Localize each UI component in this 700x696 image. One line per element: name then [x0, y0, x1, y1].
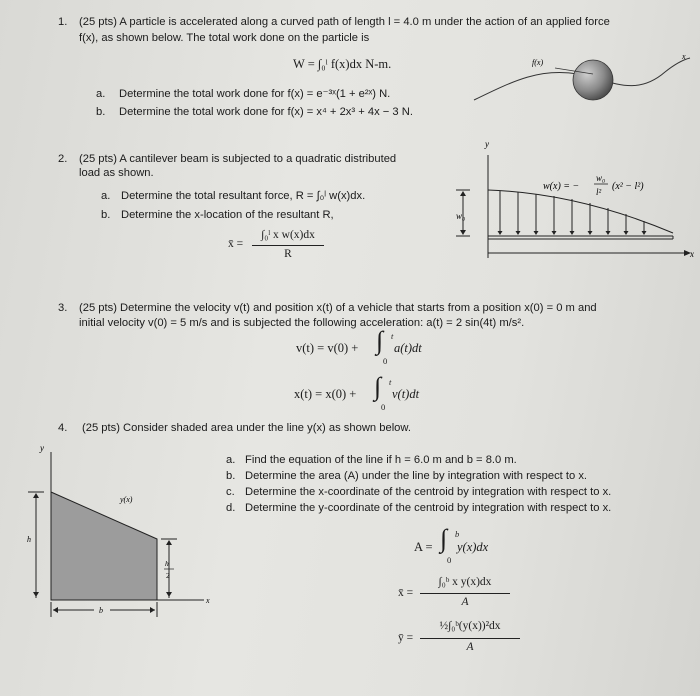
curve-label: y(x) — [120, 495, 133, 504]
q4-number: 4. — [58, 422, 68, 434]
q3-v-integral-sign: ∫ — [376, 326, 384, 355]
q1-line1: (25 pts) A particle is accelerated along a curved path of length l = 4.0 m under the action of an applied force — [79, 16, 610, 28]
shaded-area — [51, 492, 157, 600]
q3-line2: initial velocity v(0) = 5 m/s and is subjected the following acceleration: a(t) = 2 sin(4t) m/s². — [79, 317, 525, 329]
q3-v-upper: t — [391, 331, 394, 341]
q2-beam-figure — [448, 133, 698, 263]
q4-ybar-fraction-bar — [420, 638, 520, 639]
q3-line1: (25 pts) Determine the velocity v(t) and position x(t) of a vehicle that starts from a position x(0) = 0 m and — [79, 302, 597, 314]
q4-ybar-num: ½∫₀ᵇ(y(x))²dx — [439, 620, 501, 632]
svg-text:(x² − l²): (x² − l²) — [612, 181, 644, 192]
svg-text:h: h — [165, 559, 169, 568]
q1-line2: f(x), as shown below. The total work done on the particle is — [79, 32, 370, 44]
load-eq-lhs: w(x) = − — [543, 181, 580, 192]
q4-line1: (25 pts) Consider shaded area under the line y(x) as shown below. — [82, 422, 411, 434]
q4-area-figure — [22, 442, 222, 622]
q4-d-label: d. — [226, 502, 236, 514]
q4-b-label: b. — [226, 470, 236, 482]
q4-area-upper: b — [455, 529, 460, 539]
svg-text:l²: l² — [596, 187, 602, 197]
q2-xbar-fraction-bar — [252, 245, 324, 246]
svg-text:b: b — [99, 606, 103, 615]
q2-xbar-den: R — [284, 248, 292, 260]
q2-xbar-num: ∫₀ˡ x w(x)dx — [261, 229, 315, 241]
q3-x-integrand: v(t)dt — [392, 387, 420, 401]
particle-ball — [573, 60, 613, 100]
q4-area-lower: 0 — [447, 555, 452, 565]
svg-text:h: h — [27, 535, 31, 544]
q1-b-label: b. — [96, 106, 106, 118]
svg-text:x: x — [206, 596, 210, 605]
q4-d-text: Determine the y-coordinate of the centroid by integration with respect to x. — [245, 502, 612, 514]
q3-v-lower: 0 — [383, 356, 388, 366]
force-label: f(x) — [532, 58, 544, 67]
q2-a-text: Determine the total resultant force, R = ∫₀ˡ w(x)dx. — [121, 190, 366, 202]
q1-path-figure — [470, 50, 695, 118]
q2-xbar-lhs: x̄ = — [228, 238, 244, 250]
q4-a-label: a. — [226, 454, 236, 466]
q3-x-upper: t — [389, 377, 392, 387]
svg-text:w₀: w₀ — [596, 173, 606, 183]
q2-number: 2. — [58, 153, 68, 165]
svg-text:y: y — [485, 139, 489, 149]
q4-a-text: Find the equation of the line if h = 6.0 m and b = 8.0 m. — [245, 454, 517, 466]
q4-b-text: Determine the area (A) under the line by integration with respect to x. — [245, 470, 588, 482]
b-dimension — [51, 602, 157, 617]
q3-v-lhs: v(t) = v(0) + — [296, 341, 359, 355]
q2-line1: (25 pts) A cantilever beam is subjected to a quadratic distributed — [79, 153, 397, 165]
load-curve — [488, 190, 673, 233]
q2-a-label: a. — [101, 190, 111, 202]
q4-c-text: Determine the x-coordinate of the centroid by integration with respect to x. — [245, 486, 612, 498]
q4-xbar-fraction-bar — [420, 593, 510, 594]
q1-a-text: Determine the total work done for f(x) = e⁻³ˣ(1 + e²ˣ) N. — [119, 88, 391, 100]
q4-c-label: c. — [226, 486, 235, 498]
q3-x-lower: 0 — [381, 402, 386, 412]
q1-work-formula: W = ∫₀ˡ f(x)dx N-m. — [293, 57, 392, 71]
q3-x-integral-sign: ∫ — [374, 372, 382, 401]
q2-b-label: b. — [101, 209, 111, 221]
q3-v-integrand: a(t)dt — [394, 341, 422, 355]
q4-area-integral-sign: ∫ — [440, 524, 448, 553]
q1-b-text: Determine the total work done for f(x) = x⁴ + 2x³ + 4x − 3 N. — [119, 106, 413, 118]
q1-a-label: a. — [96, 88, 106, 100]
q3-number: 3. — [58, 302, 68, 314]
svg-text:y: y — [40, 443, 44, 453]
q4-xbar-den: A — [461, 596, 469, 608]
q4-ybar-den: A — [466, 641, 474, 653]
load-arrows — [500, 191, 644, 234]
svg-text:2: 2 — [166, 571, 170, 580]
path-x-label: x — [682, 52, 686, 61]
q4-area-lhs: A = — [414, 540, 433, 554]
q4-xbar-num: ∫₀ᵇ x y(x)dx — [438, 576, 492, 588]
q4-ybar-lhs: ȳ = — [398, 632, 414, 644]
q2-b-text: Determine the x-location of the resultant R, — [121, 209, 334, 221]
q1-number: 1. — [58, 16, 68, 28]
q2-line2: load as shown. — [79, 167, 154, 179]
svg-text:x: x — [690, 249, 694, 259]
h-dimension — [28, 492, 44, 598]
svg-text:w₀: w₀ — [456, 211, 466, 221]
q4-area-integrand: y(x)dx — [457, 540, 489, 554]
q4-xbar-lhs: x̄ = — [398, 587, 414, 599]
h2-dimension — [161, 539, 177, 598]
q3-x-lhs: x(t) = x(0) + — [294, 387, 357, 401]
